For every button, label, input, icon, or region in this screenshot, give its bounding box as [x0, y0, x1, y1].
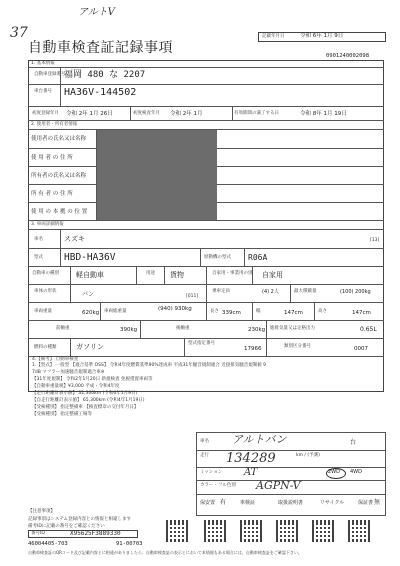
- notice-title: 【注意事項】: [28, 509, 55, 514]
- card-mission-label: ミッション: [200, 470, 223, 475]
- check-recycle-label: リサイクル: [320, 500, 345, 506]
- width-label: 幅: [256, 309, 261, 314]
- qr-code: [276, 520, 298, 542]
- chassis-label: 車台番号: [34, 89, 52, 94]
- handwritten-number: 37: [10, 25, 28, 41]
- redacted-owner-info: [97, 130, 217, 220]
- page-title: 自動車検査証記録事項: [28, 40, 173, 56]
- fuel-label: 燃料の種類: [34, 345, 57, 350]
- capacity-label: 乗車定員: [212, 289, 230, 294]
- remarks-block: 4.【備考】 自動車検査 1.【型式】 一般型 【適合基準 OSS】 令和4年度燃費基準90%達成車 平成31年騒音規制適合 近接排気騒音規制値 9 7dB マフラー加速騒音規制適合車※ 【31年度規制】 令和2年1月20日 新規検査 免税措置車両等 【自動車重量税】¥3,000 平成・令和4年度 【走行距離計表示値】 32,300km (令和6年1月9日) 【自走行距離計表示値】 65,300km (令和4年1月19日) 【受検種別】 指定整備車 【検査標章の交付年月日】 【受検種別】 指定整備工場等: [32, 357, 267, 417]
- qr-code: [312, 520, 334, 542]
- notice-line: 備考IDに記載の番号をご確認ください: [28, 524, 105, 529]
- category-number-value: 0007: [354, 346, 368, 352]
- use-label: 用途: [146, 271, 155, 276]
- drive-4wd: 4WD: [350, 469, 362, 475]
- gross-weight-label: 車両総重量: [104, 309, 127, 314]
- type-number-value: 17966: [244, 346, 262, 352]
- drive-2wd: 2WD: [328, 469, 340, 475]
- card-unit-label: 台: [350, 439, 357, 446]
- reg-number-value: 福岡 480 な 2207: [64, 70, 146, 80]
- bottom-note: 自動車検査証のQRコード及び記載内容とに相違がありましたら、自動車検査証の表示とにおいて本情報もある場合には、自動車検査証をご確認下さい。: [28, 550, 302, 555]
- front-axle-label: 前軸重: [56, 326, 70, 331]
- private-business-value: 自家用: [262, 271, 283, 279]
- qr-code: [348, 520, 370, 542]
- height-label: 高さ: [318, 309, 327, 314]
- handwritten-name: アルトV: [78, 7, 115, 18]
- document-number: 0901240002098: [326, 53, 370, 59]
- issue-date: 令和 6年 1月 9日: [300, 33, 344, 39]
- check-safety-label: 保安置: [200, 500, 216, 506]
- front-axle-value: 390kg: [120, 327, 138, 333]
- displacement-label: 総排気量又は定格出力: [270, 326, 315, 331]
- first-reg-value: 令和 2年 1月 26日: [66, 111, 113, 117]
- capacity-value: (4) 2人: [262, 289, 279, 295]
- owner-label-base-location: 使 用 の 本 拠 の 位 置: [31, 209, 88, 215]
- rear-axle-label: 後軸重: [176, 326, 190, 331]
- card-name-value: アルトバン: [232, 433, 287, 446]
- card-mileage-unit: km / (予測): [296, 453, 320, 458]
- first-inspect-value: 令和 2年 1月: [170, 111, 203, 117]
- kind-label: 自動車の種別: [32, 271, 59, 276]
- check-inspection-label: 車検証: [240, 500, 256, 506]
- qr-code: [204, 520, 226, 542]
- displacement-value: 0.65L: [360, 326, 377, 333]
- check-manual-label: 取扱説明書: [278, 500, 304, 506]
- code-left: 46004405-703: [28, 541, 68, 547]
- maxload-value: (100) 200kg: [340, 289, 371, 295]
- use-value: 貨物: [170, 271, 184, 279]
- model-label: 型式: [34, 255, 43, 260]
- body-code: [011]: [186, 294, 199, 299]
- length-label: 長さ: [210, 309, 219, 314]
- maker-value: スズキ: [64, 235, 85, 243]
- section-owner-title: 2. 使用者・所有者情報: [31, 122, 78, 127]
- fuel-value: ガソリン: [76, 343, 104, 351]
- section-basic-title: 1. 基本情報: [31, 61, 55, 66]
- card-checklist: [198, 498, 384, 512]
- weight-value: 620kg: [82, 310, 100, 316]
- weight-label: 車両重量: [34, 309, 52, 314]
- owner-label-owner-name: 所有者の氏名又は名称: [31, 173, 87, 179]
- chassis-value: HA36V-144502: [64, 87, 137, 98]
- check-warranty-label: 保証書: [358, 500, 374, 506]
- card-name-label: 車名: [200, 439, 209, 444]
- type-number-label: 型式指定番号: [188, 341, 215, 346]
- card-mileage-label: 走行: [200, 453, 209, 458]
- code-right: 91-00703: [116, 541, 143, 547]
- expiry-label: 有効期間の満了する日: [234, 111, 279, 116]
- maxload-label: 最大積載量: [294, 289, 317, 294]
- width-value: 147cm: [284, 310, 303, 316]
- issue-date-label: 記載年月日: [262, 34, 285, 39]
- owner-label-user-name: 使用者の氏名又は名称: [31, 136, 87, 142]
- notice-line: 記録事項はシステム登録内容との情報と相違します: [28, 517, 132, 522]
- gross-weight-value: (940) 930kg: [158, 306, 192, 312]
- engine-label: 原動機の型式: [204, 255, 231, 260]
- check-circle-mark: 有: [220, 499, 227, 506]
- private-business-label: 自家用・事業用の別: [212, 271, 253, 276]
- first-inspect-label: 初度検査年月: [133, 111, 160, 116]
- expiry-value: 令和 8年 1月 19日: [300, 111, 347, 117]
- id-value: X95625F3889330: [70, 530, 121, 537]
- category-number-label: 類別区分番号: [284, 344, 311, 349]
- card-color-value: AGPN-V: [256, 479, 301, 492]
- card-color-label: カラー・フル色別: [200, 483, 236, 488]
- model-value: HBD-HA36V: [64, 252, 116, 263]
- section-vehicle-title: 3. 車両詳細情報: [31, 222, 64, 227]
- first-reg-label: 初度登録年月: [32, 111, 59, 116]
- owner-label-owner-address: 所 有 者 の 住 所: [31, 191, 73, 197]
- kind-value: 軽自動車: [76, 271, 104, 279]
- maker-label: 車名: [34, 237, 43, 242]
- body-label: 車体の形状: [34, 289, 57, 294]
- engine-value: R06A: [248, 253, 268, 262]
- length-value: 339cm: [222, 310, 241, 316]
- card-mission-value: AT: [244, 467, 258, 478]
- qr-code: [166, 520, 188, 542]
- reg-number-label: 自動車登録番号: [34, 72, 66, 77]
- rear-axle-value: 230kg: [248, 327, 266, 333]
- check-x-mark: 無: [374, 499, 381, 506]
- body-value: バン: [82, 291, 95, 298]
- height-value: 147cm: [352, 310, 371, 316]
- owner-label-user-address: 使 用 者 の 住 所: [31, 155, 73, 161]
- card-mileage-value: 134289: [226, 451, 276, 466]
- maker-code: [13]: [370, 238, 380, 243]
- qr-code: [240, 520, 262, 542]
- id-label: 番号ID: [31, 531, 45, 536]
